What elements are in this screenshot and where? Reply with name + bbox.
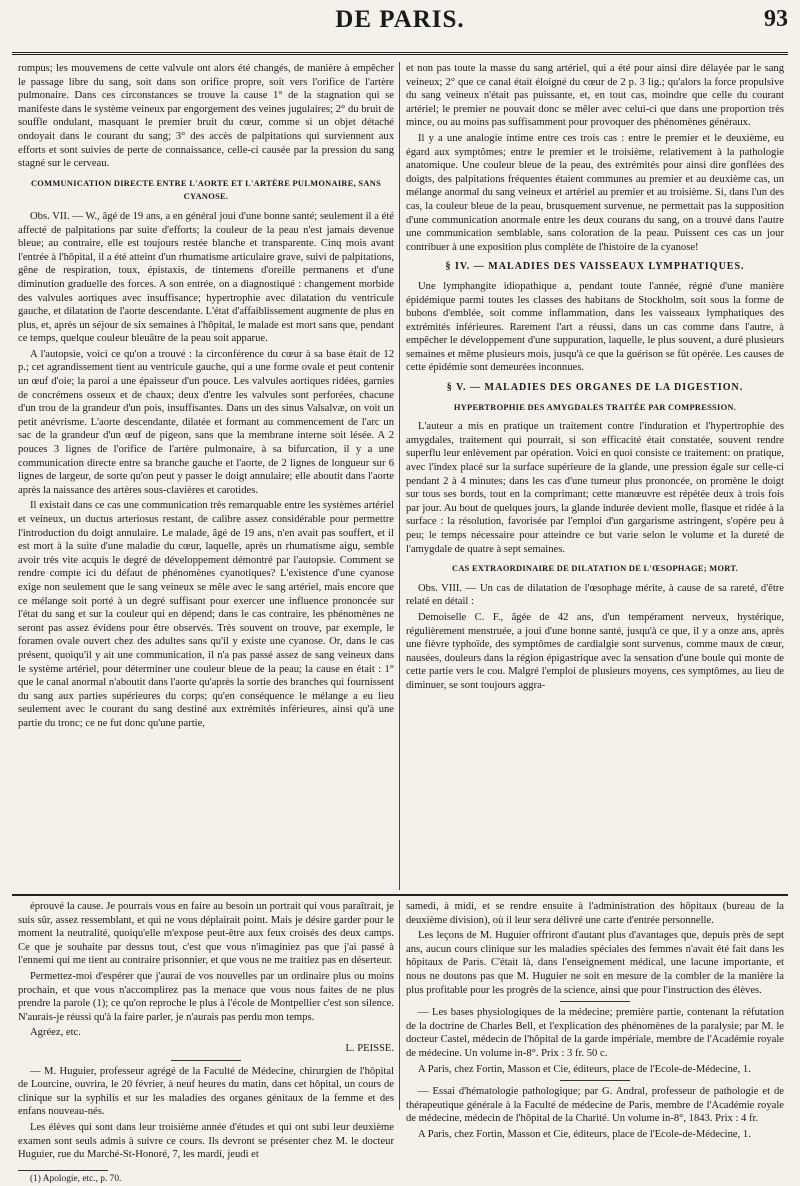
- signature: L. PEISSE.: [345, 1042, 394, 1054]
- column-divider: [399, 62, 400, 890]
- paragraph: L'auteur a mis en pratique un traitement contre l'induration et l'hypertrophie des amygdales, traitement qui pourrait, si son efficacité était constatée, souvent rendre superflu leur enlèvement par opération. Voici en quoi consiste ce traitement: on pratique, avec l'index placé sur la surface supérieure de la glande, une pression égale sur celle-ci pendant 2 à 4 minutes; dans les cas d'une tumeur plus prononcée, on promène le doigt sur tous ses bords, tout en la comprimant; cette manœuvre est répétée deux à trois fois par jour. Au bout de quelques jours, la glande indurée devient molle, flasque et ridée à la surface : la résolution, favorisée par l'emploi d'un gargarisme astringent, s'opère peu à peu; le temps nécessaire pour atteindre ce but varie selon le volume et la dureté de l'amygdale de quatre à sept semaines.: [406, 421, 784, 555]
- paragraph: Obs. VIII. — Un cas de dilatation de l'œsophage mérite, à cause de sa rareté, d'être relaté en détail :: [406, 582, 784, 608]
- column-right-lower: [406, 900, 784, 1140]
- paragraph: Les leçons de M. Huguier offriront d'autant plus d'avantages que, depuis près de sept ans, aucun cours clinique sur les maladies spéciales des femmes n'avait été fait dans les hôpitaux de Paris. C'était là, dans l'enseignement médical, une lacune importante, et nous ne doutons pas que M. Huguier ne soit en mesure de la combler de la manière la plus profitable pour les progrès de la science, ainsi que pour l'instruction des élèves.: [406, 930, 784, 996]
- column-right-upper: [406, 62, 784, 892]
- footnote: (1) Apologie, etc., p. 70.: [30, 1173, 122, 1184]
- paragraph: — Essai d'hématologie pathologique; par G. Andral, professeur de pathologie et de thérapeutique générale à la Faculté de médecine de Paris, membre de l'Académie royale de médecine, médecin de l'hôpital de la Charité. Un volume in-8°, 1843. Prix : 4 fr.: [406, 1086, 784, 1125]
- subsection-heading: CAS EXTRAORDINAIRE DE DILATATION DE L'ŒSOPHAGE; MORT.: [451, 564, 739, 574]
- page-header: [0, 0, 800, 58]
- paragraph: et non pas toute la masse du sang artériel, qui a été pour ainsi dire délayée par le sang veineux; 2° que ce canal était éloigné du cœur de 2 p. 3 lig.; qu'alors la force propulsive du sang veineux n'était pas puissante, et, en tout cas, moindre que celle du courant artériel; le premier ne pouvait donc se mêler avec celui-ci que dans une proportion très mince, ou au moins pas suffisamment pour provoquer des phénomènes généraux.: [406, 63, 784, 129]
- short-rule: [560, 1080, 630, 1081]
- page-title: DE PARIS.: [335, 6, 465, 33]
- section-heading: § IV. — MALADIES DES VAISSEAUX LYMPHATIQUES.: [445, 261, 745, 273]
- page-number: 93: [764, 6, 788, 32]
- paragraph: — Les bases physiologiques de la médecine; première partie, contenant la réfutation de la doctrine de Charles Bell, et l'explication des phénomènes de la paralysie; par M. le docteur Castel, médecin de l'hôpital de la garde impériale, membre de l'Académie royale de médecine. Un volume in-8°. Prix : 3 fr. 50 c.: [406, 1007, 784, 1059]
- short-rule: [171, 1060, 241, 1061]
- paragraph: — M. Huguier, professeur agrégé de la Faculté de Médecine, chirurgien de l'hôpital de Lourcine, ouvrira, le 20 février, à neuf heures du matin, dans cet hôpital, un cours de clinique sur la syphilis et sur les maladies des organes génitaux de la femme et des enfans nouveau-nés.: [18, 1065, 394, 1118]
- paragraph: Agréez, etc.: [30, 1027, 81, 1039]
- paragraph: Les élèves qui sont dans leur troisième année d'études et qui ont subi leur deuxième examen sont seuls admis à suivre ce cours. Ils devront se présenter chez M. le docteur Huguier, rue du Marché-St-Honoré, 7, les mardi, jeudi et: [18, 1121, 394, 1161]
- paragraph: A Paris, chez Fortin, Masson et Cie, éditeurs, place de l'Ecole-de-Médecine, 1.: [418, 1128, 751, 1140]
- paragraph: samedi, à midi, et se rendre ensuite à l'administration des hôpitaux (bureau de la deuxième division), où il leur sera délivré une carte d'entrée personnelle.: [406, 901, 784, 926]
- paragraph: éprouvé la cause. Je pourrais vous en faire au besoin un portrait qui vous paraîtrait, je suis sûr, assez ressemblant, et qui ne vous déplairait point. Mais je désire garder pour le moment la neutralité, quoiqu'elle m'expose peut-être aux feux croisés des deux camps. Ce que je souhaite par dessus tout, c'est que vous n'imaginiez pas que j'ai passé à l'ennemi qui me tient au contraire prisonnier, et que vous ne me traitiez pas en déserteur.: [18, 901, 394, 967]
- paragraph: Il y a une analogie intime entre ces trois cas : entre le premier et le deuxième, eu égard aux symptômes; entre le premier et le troisième, relativement à la pathologie anatomique. Une couleur bleue de la peau, des extrémités pour ainsi dire gonflées des doigts, des palpitations fréquentes étaient communes au premier et au deuxième cas, un mélange anormal du sang veineux et artériel au premier et au troisième. Si, dans l'un des cas, la couleur bleue de la peau, brusquement survenue, ne permettait pas la supposition d'une communication anormale entre les deux courans du sang, on a trouvé dans l'autre une communication semblable, sans coloration de la peau. Puissent ces cas un jour contribuer à une exposition plus complète de l'histoire de la cyanose!: [406, 132, 784, 253]
- paragraph: A l'autopsie, voici ce qu'on a trouvé : la circonférence du cœur à sa base était de 12 p.; cet agrandissement tient au ventricule gauche, qui a une forme ovale et peut contenir un œuf d'oie; la paroi a une épaisseur d'un pouce. Les valvules aortiques ridées, garnies de concrémens osseux et de chaux; deux d'entre les valvules sont perforées, chacune d'un trou de la grandeur d'un pois, insuffisantes. Dans un des sinus Valsalvæ, on voit un petit anévrisme. L'aorte descendante, dilatée et formant au commencement de l'arc un sac de la grandeur d'un œuf de pigeon, sans que la membrane interne soit lésée. A 2 pouces 3 lignes de l'orifice de l'artère pulmonaire, à sa bifurcation, il y a une communication directe entre sa branche gauche et l'aorte, de 2 lignes de longueur sur 6 lignes de largeur, de sorte qu'on peut y passer le doigt annulaire; elle aboutit dans l'aorte après la naissance des artères sous-clavières et carotides.: [18, 348, 394, 496]
- paragraph: Obs. VII. — W., âgé de 19 ans, a en général joui d'une bonne santé; seulement il a été affecté de palpitations par suite d'efforts; la couleur de la peau n'est jamais devenue bleue; au contraire, elle est toujours restée blanche et transparente. Cinq mois avant l'entrée à l'hôpital, il a été atteint d'un rhumatisme articulaire grave, suivi de palpitations, gêne de respiration, toux, épistaxis, de tintemens d'oreille permanens et d'une diminution graduelle des forces. A son entrée, on a diagnostiqué : changement morbide des valvules aortiques avec insuffisance; hypertrophie avec dilatation du ventricule gauche, et dilatation de l'aorte descendante. L'état d'affaiblissement augmente de plus en plus, et, après un séjour de six semaines à l'hôpital, le malade est mort sans que, pendant ce temps, quelque couleur bleuâtre de la peau soit apparue.: [18, 210, 394, 345]
- paragraph: A Paris, chez Fortin, Masson et Cie, éditeurs, place de l'Ecole-de-Médecine, 1.: [418, 1063, 751, 1075]
- footnote-rule: [18, 1170, 108, 1171]
- column-left-upper: [18, 62, 394, 892]
- section-divider: [12, 894, 788, 896]
- short-rule: [560, 1001, 630, 1002]
- paragraph: Permettez-moi d'espérer que j'aurai de vos nouvelles par un ordinaire plus ou moins prochain, et que vous n'accomplirez pas la menace que vous nous faites de ne plus prendre la parole (1); ce qu'on reproche le plus à l'école de Montpellier c'est son silence. N'aurais-je réussi qu'à la faire parler, je n'aurais pas perdu mon temps.: [18, 970, 394, 1023]
- paragraph: Il existait dans ce cas une communication très remarquable entre les systèmes artériel et veineux, un ductus arteriosus restant, de calibre assez considérable pour permettre l'introduction du doigt annulaire. Le malade, âgé de 19 ans, n'en avait pas souffert, et il est mort à la suite d'une maladie du cœur, laquelle, après un rhumatisme aigu, semble avoir très vite acquis le degré de développement démontré par l'autopsie. Comment se rendre compte ici du défaut de phénomènes cyanotiques? L'existence d'une cyanose exige non seulement que le sang veineux se mêle avec le sang artériel, mais encore que ce mélange soit porté à un degré suffisant pour exercer une influence prononcée sur l'état du sang et sur la couleur qui en dépend; dans le cas contraire, les phénomènes ne seront pas assez évidens pour être observés. Très souvent on trouve, par exemple, le foramen ovale ouvert chez des adultes sans qu'il y existe une cyanose. Or, dans le cas présent, quoiqu'il y ait une communication, il n'a pas passé assez de sang veineux dans le système artériel, pour déterminer une couleur bleue de la peau; la cause en était : 1° que le canal anormal n'aboutit dans l'aorte qu'après la sortie des branches qui fournissent du sang aux parties supérieures du corps; qu'en conséquence le mélange a eu lieu seulement avec le courant du sang destiné aux extrémités inférieures, ainsi qu'à une partie du tronc; ce ne fut donc qu'une partie,: [18, 500, 394, 729]
- section-heading: COMMUNICATION DIRECTE ENTRE L'AORTE ET L'ARTÈRE PULMONAIRE, SANS CYANOSE.: [30, 178, 382, 202]
- paragraph: rompus; les mouvemens de cette valvule ont alors été changés, de manière à empêcher le passage libre du sang, soit dans son orifice propre, soit vers l'orifice de l'artère pulmonaire. Dans ces circonstances se trouve la cause 1° de la stagnation qui se manifeste dans le système veineux par engorgement des veines jugulaires; 2° du bruit de souffle ondulant, masquant le premier bruit du cœur, comme si un objet détaché ondoyait dans le courant du sang; 3° des accès de palpitations qui surviennent aux efforts et sont suivies de perte de connaissance, celle-ci causée par la pression du sang stagné sur le cerveau.: [18, 63, 394, 170]
- paragraph: Une lymphangite idiopathique a, pendant toute l'année, régné d'une manière épidémique parmi toutes les classes des habitans de Stockholm, soit sous la forme de bubons d'emblée, soit comme inflammation, dans les vaisseaux lymphatiques des extrémités inférieures. Rarement l'art a réussi, dans un cas comme dans l'autre, à empêcher le développement d'une suppuration, laquelle, le plus souvent, a duré plusieurs semaines et même plusieurs mois, jusqu'à ce que la guérison se fût opérée. Les causes de cette épidémie sont demeurées inconnues.: [406, 280, 784, 374]
- column-divider-lower: [399, 900, 400, 1110]
- column-left-lower: [18, 900, 394, 1184]
- paragraph: Demoiselle C. F., âgée de 42 ans, d'un tempérament nerveux, hystérique, régulièrement menstruée, a joui d'une bonne santé, jusqu'à ce que, il y a onze ans, après une fièvre typhoïde, des symptômes de cardialgie sont survenus, comme maux de cœur, nausées, douleurs dans la région épigastrique avec la sensation d'une boule qui monte de cette partie vers le cou. Malgré l'emploi de plusieurs moyens, ces symptômes, au lieu de diminuer, se sont toujours aggra-: [406, 611, 784, 691]
- subsection-heading: HYPERTROPHIE DES AMYGDALES TRAITÉE PAR COMPRESSION.: [453, 402, 737, 412]
- section-heading: § V. — MALADIES DES ORGANES DE LA DIGESTION.: [446, 382, 744, 394]
- header-rule: [12, 52, 788, 55]
